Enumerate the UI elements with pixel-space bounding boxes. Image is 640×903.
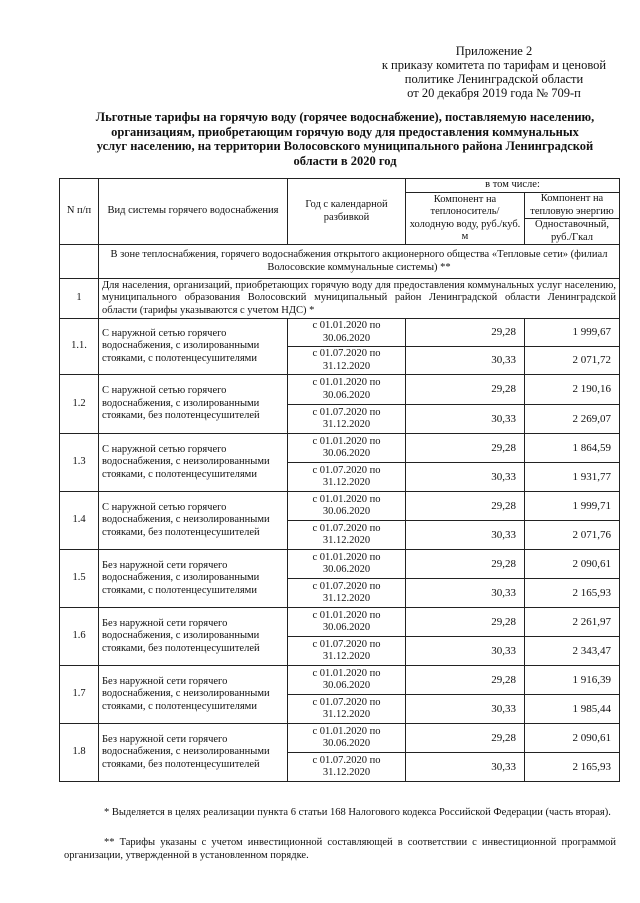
water-tariff-second-half: 30,33 xyxy=(406,521,525,550)
water-tariff-first-half: 29,28 xyxy=(406,319,525,347)
water-tariff-second-half: 30,33 xyxy=(406,463,525,492)
heat-tariff-first-half: 1 916,39 xyxy=(525,666,620,695)
period-first-half: с 01.01.2020 по 30.06.2020 xyxy=(288,375,406,405)
period-first-half: с 01.01.2020 по 30.06.2020 xyxy=(288,319,406,347)
heat-tariff-second-half: 2 071,76 xyxy=(525,521,620,550)
row-description: Без наружной сети горячего водоснабжения, с неизолированными стояками, с полотенцесушителями xyxy=(99,666,288,724)
appendix-date-line: от 20 декабря 2019 года № 709-п xyxy=(407,86,581,100)
period-second-half: с 01.07.2020 по 31.12.2020 xyxy=(288,579,406,608)
row-number: 1.5 xyxy=(60,550,99,608)
group-number: 1 xyxy=(60,279,99,319)
footnote-investment: ** Тарифы указаны с учетом инвестиционной составляющей в соответствии с инвестиционной программой организации, утвержденной в установленном порядке. xyxy=(64,837,616,861)
document-title: Льготные тарифы на горячую воду (горячее водоснабжение), поставляемую населению, организациям, приобретающим горячую воду для предоставления коммунальных услуг населению, на территории Волосовского муниципального района Ленинградской области в 2020 год xyxy=(95,110,595,168)
heat-tariff-second-half: 2 165,93 xyxy=(525,579,620,608)
heat-tariff-second-half: 2 269,07 xyxy=(525,405,620,434)
footnote-vat: * Выделяется в целях реализации пункта 6 статьи 168 Налогового кодекса Российской Федерации (часть вторая). xyxy=(104,807,611,818)
water-tariff-first-half: 29,28 xyxy=(406,434,525,463)
header-system-type: Вид системы горячего водоснабжения xyxy=(99,179,288,245)
row-number: 1.1. xyxy=(60,319,99,375)
row-number: 1.7 xyxy=(60,666,99,724)
period-second-half: с 01.07.2020 по 31.12.2020 xyxy=(288,521,406,550)
water-tariff-first-half: 29,28 xyxy=(406,550,525,579)
period-first-half: с 01.01.2020 по 30.06.2020 xyxy=(288,724,406,753)
group-description: Для населения, организаций, приобретающих горячую воду для предоставления коммунальных услуг населению, муниципального образования Волосовский муниципальный район Ленинградской области Ленинградской области (тарифы указываются с учетом НДС) * xyxy=(99,279,620,319)
header-number: N п/п xyxy=(60,179,99,245)
zone-number-cell xyxy=(60,245,99,279)
row-number: 1.3 xyxy=(60,434,99,492)
water-tariff-second-half: 30,33 xyxy=(406,695,525,724)
period-second-half: с 01.07.2020 по 31.12.2020 xyxy=(288,637,406,666)
period-second-half: с 01.07.2020 по 31.12.2020 xyxy=(288,405,406,434)
water-tariff-first-half: 29,28 xyxy=(406,666,525,695)
heat-tariff-first-half: 1 999,71 xyxy=(525,492,620,521)
row-description: Без наружной сети горячего водоснабжения, с изолированными стояками, без полотенцесушителей xyxy=(99,608,288,666)
period-first-half: с 01.01.2020 по 30.06.2020 xyxy=(288,550,406,579)
water-tariff-first-half: 29,28 xyxy=(406,492,525,521)
heat-tariff-first-half: 2 090,61 xyxy=(525,724,620,753)
water-tariff-first-half: 29,28 xyxy=(406,724,525,753)
row-description: С наружной сетью горячего водоснабжения, с неизолированными стояками, с полотенцесушителями xyxy=(99,434,288,492)
appendix-region-line: политике Ленинградской области xyxy=(404,72,584,86)
header-heat-component: Компонент на тепловую энергию xyxy=(525,193,620,219)
heat-tariff-second-half: 1 931,77 xyxy=(525,463,620,492)
row-description: С наружной сетью горячего водоснабжения, с неизолированными стояками, без полотенцесушителей xyxy=(99,492,288,550)
header-water-component: Компонент на теплоноситель/холодную воду, руб./куб. м xyxy=(406,193,525,245)
heat-tariff-first-half: 2 190,16 xyxy=(525,375,620,405)
heat-tariff-second-half: 2 343,47 xyxy=(525,637,620,666)
water-tariff-second-half: 30,33 xyxy=(406,579,525,608)
row-number: 1.6 xyxy=(60,608,99,666)
appendix-header xyxy=(378,44,610,100)
row-description: Без наружной сети горячего водоснабжения, с изолированными стояками, с полотенцесушителями xyxy=(99,550,288,608)
heat-tariff-first-half: 1 864,59 xyxy=(525,434,620,463)
water-tariff-first-half: 29,28 xyxy=(406,375,525,405)
appendix-order-line: к приказу комитета по тарифам и ценовой xyxy=(381,58,607,72)
row-number: 1.4 xyxy=(60,492,99,550)
heat-tariff-second-half: 1 985,44 xyxy=(525,695,620,724)
period-first-half: с 01.01.2020 по 30.06.2020 xyxy=(288,492,406,521)
row-description: Без наружной сети горячего водоснабжения, с неизолированными стояками, без полотенцесушителей xyxy=(99,724,288,782)
tariff-table xyxy=(59,178,620,782)
zone-title: В зоне теплоснабжения, горячего водоснабжения открытого акционерного общества «Тепловые сети» (филиал Волосовские коммунальные системы) ** xyxy=(99,245,620,279)
water-tariff-first-half: 29,28 xyxy=(406,608,525,637)
row-description: С наружной сетью горячего водоснабжения, с изолированными стояками, без полотенцесушителей xyxy=(99,375,288,434)
period-second-half: с 01.07.2020 по 31.12.2020 xyxy=(288,753,406,782)
water-tariff-second-half: 30,33 xyxy=(406,753,525,782)
row-number: 1.8 xyxy=(60,724,99,782)
water-tariff-second-half: 30,33 xyxy=(406,637,525,666)
heat-tariff-second-half: 2 071,72 xyxy=(525,347,620,375)
row-number: 1.2 xyxy=(60,375,99,434)
heat-tariff-first-half: 1 999,67 xyxy=(525,319,620,347)
period-first-half: с 01.01.2020 по 30.06.2020 xyxy=(288,434,406,463)
heat-tariff-first-half: 2 090,61 xyxy=(525,550,620,579)
row-description: С наружной сетью горячего водоснабжения, с изолированными стояками, с полотенцесушителями xyxy=(99,319,288,375)
heat-tariff-first-half: 2 261,97 xyxy=(525,608,620,637)
header-including: в том числе: xyxy=(406,179,620,193)
water-tariff-second-half: 30,33 xyxy=(406,405,525,434)
period-second-half: с 01.07.2020 по 31.12.2020 xyxy=(288,463,406,492)
period-second-half: с 01.07.2020 по 31.12.2020 xyxy=(288,347,406,375)
period-first-half: с 01.01.2020 по 30.06.2020 xyxy=(288,608,406,637)
period-first-half: с 01.01.2020 по 30.06.2020 xyxy=(288,666,406,695)
header-heat-unit: Одноставочный, руб./Гкал xyxy=(525,219,620,245)
header-year: Год с календарной разбивкой xyxy=(288,179,406,245)
period-second-half: с 01.07.2020 по 31.12.2020 xyxy=(288,695,406,724)
appendix-title: Приложение 2 xyxy=(455,44,533,58)
heat-tariff-second-half: 2 165,93 xyxy=(525,753,620,782)
water-tariff-second-half: 30,33 xyxy=(406,347,525,375)
